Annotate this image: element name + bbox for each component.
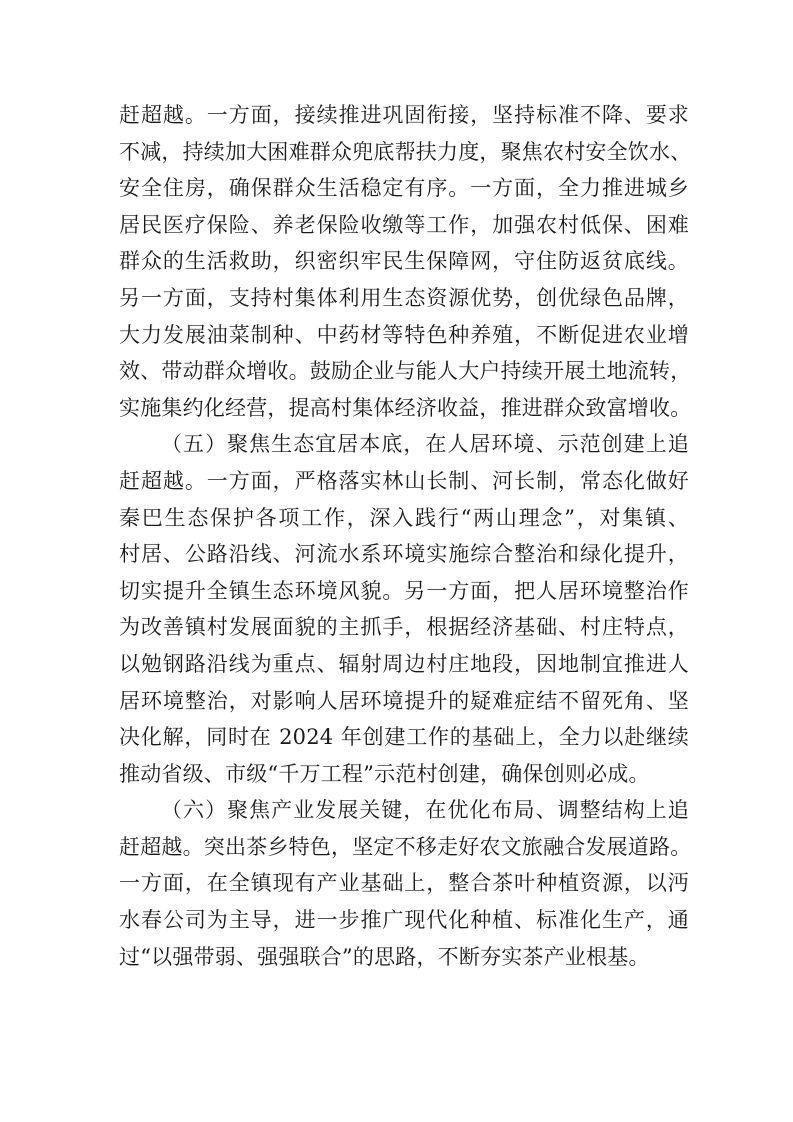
text-line: 大力发展油菜制种、中药材等特色种养殖，不断促进农业增 bbox=[119, 322, 689, 347]
text-line: 效、带动群众增收。鼓励企业与能人大户持续开展土地流转， bbox=[119, 359, 692, 384]
text-line: 切实提升全镇生态环境风貌。另一方面，把人居环境整治作 bbox=[119, 578, 689, 603]
text-line: 决化解，同时在 2024 年创建工作的基础上，全力以赴继续 bbox=[119, 725, 689, 750]
text-line: 赶超越。突出茶乡特色，坚定不移走好农文旅融合发展道路。 bbox=[119, 834, 692, 859]
text-line: 一方面，在全镇现有产业基础上，整合茶叶种植资源，以沔 bbox=[119, 871, 689, 896]
text-line: 安全住房，确保群众生活稳定有序。一方面，全力推进城乡 bbox=[119, 176, 689, 201]
text-line: 群众的生活救助，织密织牢民生保障网，守住防返贫底线。 bbox=[119, 249, 689, 274]
text-line: 居环境整治，对影响人居环境提升的疑难症结不留死角、坚 bbox=[119, 688, 689, 713]
text-line: 推动省级、市级“千万工程”示范村创建，确保创则必成。 bbox=[119, 761, 650, 786]
paragraph-heading-line: （六）聚焦产业发展关键，在优化布局、调整结构上追 bbox=[161, 798, 689, 823]
text-line: 水春公司为主导，进一步推广现代化种植、标准化生产，通 bbox=[119, 908, 689, 933]
text-line: 居民医疗保险、养老保险收缴等工作，加强农村低保、困难 bbox=[119, 212, 689, 237]
text-line: 赶超越。一方面，严格落实林山长制、河长制，常态化做好 bbox=[119, 468, 689, 493]
text-line: 以勉钢路沿线为重点、辐射周边村庄地段，因地制宜推进人 bbox=[119, 651, 689, 676]
text-line: 为改善镇村发展面貌的主抓手，根据经济基础、村庄特点， bbox=[119, 615, 689, 640]
paragraph-heading-line: （五）聚焦生态宜居本底，在人居环境、示范创建上追 bbox=[161, 432, 689, 457]
text-line: 秦巴生态保护各项工作，深入践行“两山理念”，对集镇、 bbox=[119, 505, 689, 530]
document-body bbox=[119, 97, 692, 975]
text-line: 过“以强带弱、强强联合”的思路，不断夯实茶产业根基。 bbox=[119, 944, 650, 969]
text-line: 另一方面，支持村集体利用生态资源优势，创优绿色品牌， bbox=[119, 285, 689, 310]
text-line: 实施集约化经营，提高村集体经济收益，推进群众致富增收。 bbox=[119, 395, 692, 420]
text-line: 村居、公路沿线、河流水系环境实施综合整治和绿化提升， bbox=[119, 542, 689, 567]
text-line: 不减，持续加大困难群众兜底帮扶力度，聚焦农村安全饮水、 bbox=[119, 139, 692, 164]
text-line: 赶超越。一方面，接续推进巩固衔接，坚持标准不降、要求 bbox=[119, 103, 689, 127]
